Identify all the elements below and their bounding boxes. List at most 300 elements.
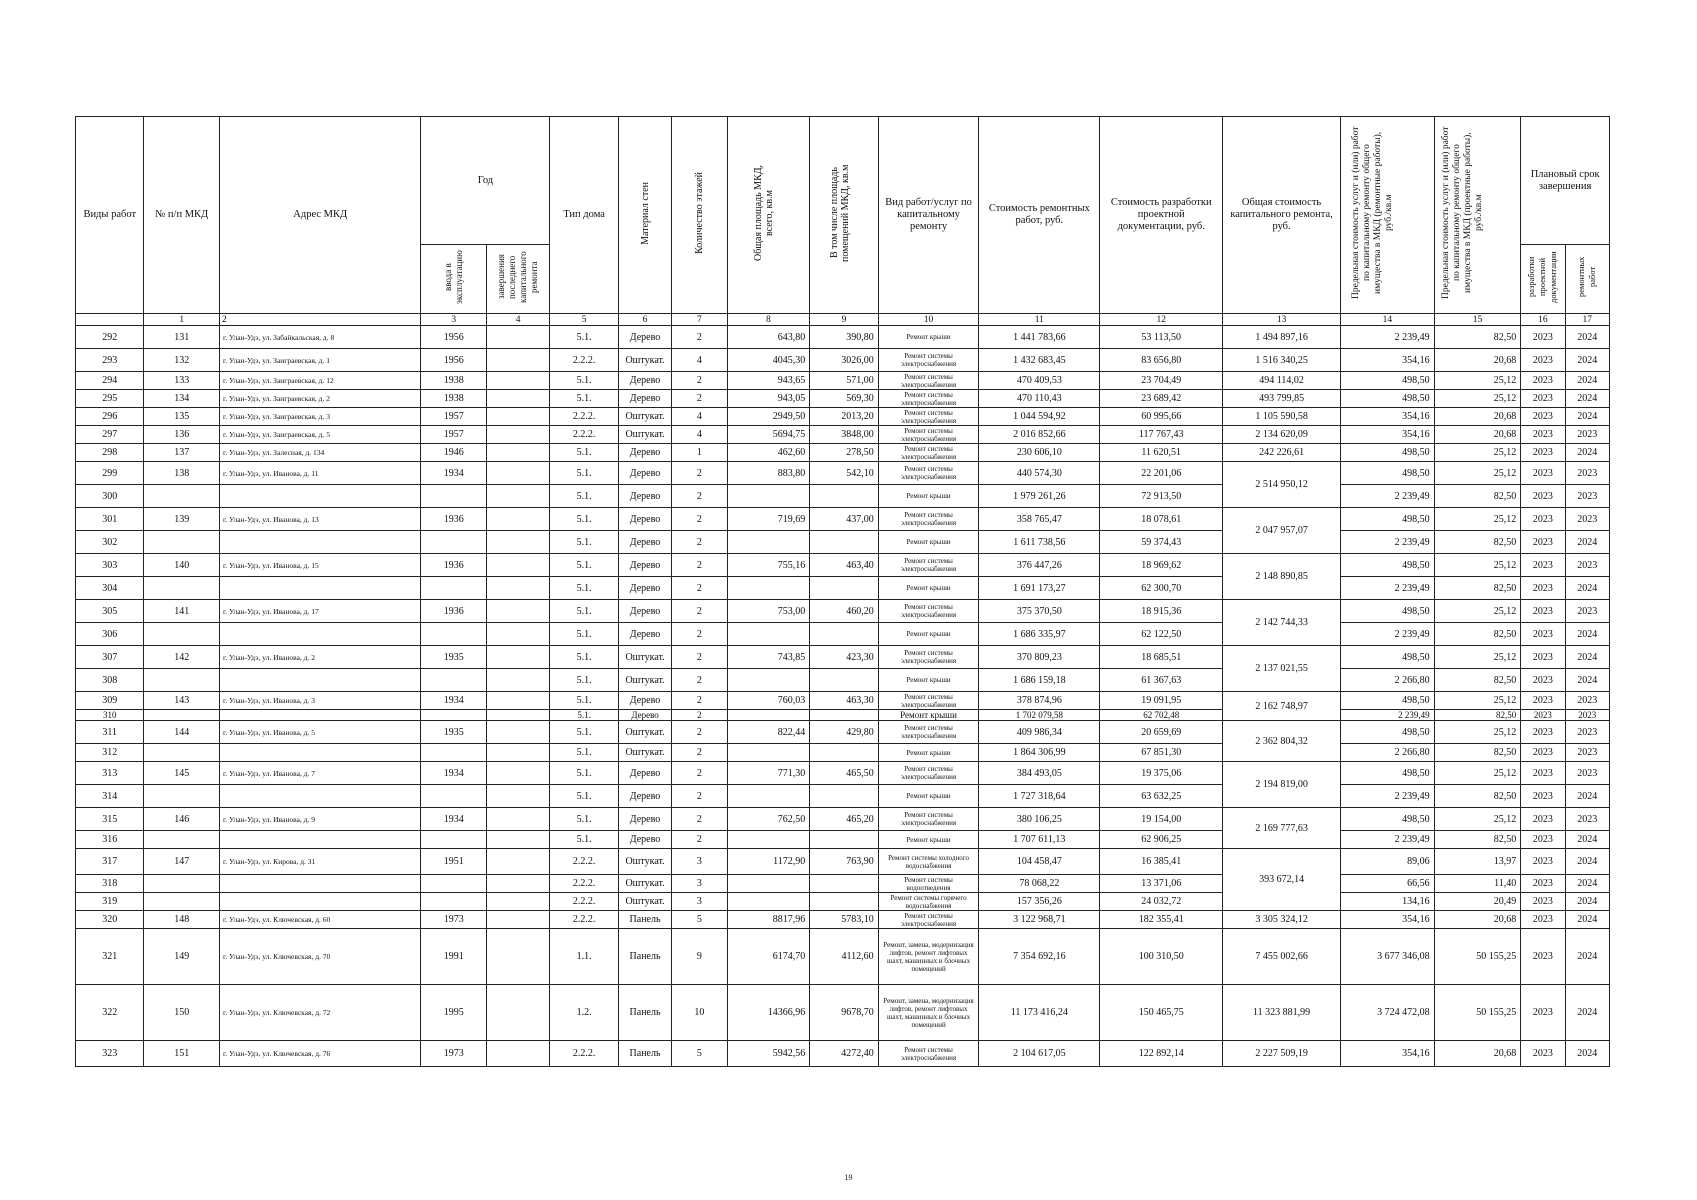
cell-year-commission [421,531,486,554]
cell-address: г. Улан-Удэ, ул. Ключевская, д. 72 [220,985,421,1041]
cell-address: г. Улан-Удэ, ул. Ключевская, д. 70 [220,929,421,985]
cell-premises-area: 463,40 [810,554,878,577]
cell-premises-area: 4112,60 [810,929,878,985]
cell-total-area [727,744,810,762]
table-row [76,1041,1610,1067]
cell-year-commission: 1936 [421,600,486,623]
cell-premises-area: 3848,00 [810,426,878,444]
cell-year-last-repair [486,985,549,1041]
cell-year-last-repair [486,326,549,349]
cell-work-kind: Ремонт системы холодного водоснабжения [878,849,979,875]
cell-house-type: 2.2.2. [550,1041,618,1067]
cell-wall-material: Дерево [618,710,671,721]
cell-total-cost: 2 142 744,33 [1223,600,1341,646]
cell-row-number: 305 [76,600,144,623]
cell-term-design: 2023 [1521,508,1565,531]
cell-repair-cost: 1 044 594,92 [979,408,1100,426]
cell-total-cost: 1 105 590,58 [1223,408,1341,426]
header-total-area: Общая площадь МКД, всего, кв.м [727,117,810,314]
cell-premises-area: 465,20 [810,808,878,831]
table-row [76,623,1610,646]
cell-limit-design: 50 155,25 [1434,929,1521,985]
cell-year-last-repair [486,554,549,577]
cell-mkd-number [144,531,220,554]
cell-term-repair: 2023 [1565,762,1609,785]
cell-house-type: 2.2.2. [550,408,618,426]
cell-row-number: 296 [76,408,144,426]
cell-mkd-number [144,744,220,762]
colnum-17: 17 [1565,314,1609,326]
header-work-types: Виды работ [76,117,144,314]
cell-work-kind: Ремонт, замена, модернизация лифтов, ремонт лифтовых шахт, машинных и блочных помещений [878,929,979,985]
table-row [76,808,1610,831]
cell-row-number: 317 [76,849,144,875]
cell-work-kind: Ремонт системы водоотведения [878,875,979,893]
cell-limit-repair: 498,50 [1340,721,1434,744]
cell-year-last-repair [486,408,549,426]
cell-address: г. Улан-Удэ, ул. Ключевская, д. 60 [220,911,421,929]
cell-limit-repair: 354,16 [1340,911,1434,929]
cell-year-last-repair [486,875,549,893]
table-row [76,785,1610,808]
table-row [76,426,1610,444]
cell-year-last-repair [486,785,549,808]
cell-wall-material: Оштукат. [618,893,671,911]
cell-floors: 2 [672,508,727,531]
header-limit-repair: Предельная стоимость услуг и (или) работ по капитальному ремонту общего имущества в МКД (ремонтные работы), руб./кв.м [1340,117,1434,314]
cell-term-repair: 2024 [1565,985,1609,1041]
table-row [76,893,1610,911]
cell-floors: 9 [672,929,727,985]
cell-total-area: 762,50 [727,808,810,831]
cell-floors: 2 [672,744,727,762]
table-row [76,849,1610,875]
cell-work-kind: Ремонт системы электроснабжения [878,1041,979,1067]
cell-total-area: 760,03 [727,692,810,710]
cell-term-repair: 2024 [1565,893,1609,911]
cell-limit-repair: 498,50 [1340,762,1434,785]
cell-work-kind: Ремонт системы электроснабжения [878,600,979,623]
cell-address [220,531,421,554]
cell-floors: 3 [672,893,727,911]
cell-floors: 2 [672,623,727,646]
cell-floors: 3 [672,849,727,875]
cell-limit-design: 20,68 [1434,408,1521,426]
header-work-kind: Вид работ/услуг по капитальному ремонту [878,117,979,314]
cell-limit-design: 25,12 [1434,462,1521,485]
cell-row-number: 300 [76,485,144,508]
cell-year-last-repair [486,831,549,849]
header-mkd-number: № п/п МКД [144,117,220,314]
cell-mkd-number: 143 [144,692,220,710]
cell-term-design: 2023 [1521,326,1565,349]
cell-design-cost: 18 685,51 [1100,646,1223,669]
cell-work-kind: Ремонт системы электроснабжения [878,444,979,462]
table-row [76,669,1610,692]
cell-premises-area: 542,10 [810,462,878,485]
cell-repair-cost: 3 122 968,71 [979,911,1100,929]
cell-design-cost: 83 656,80 [1100,349,1223,372]
cell-total-cost: 2 148 890,85 [1223,554,1341,600]
cell-premises-area: 423,30 [810,646,878,669]
cell-floors: 2 [672,785,727,808]
cell-premises-area [810,577,878,600]
cell-premises-area: 4272,40 [810,1041,878,1067]
cell-mkd-number: 144 [144,721,220,744]
header-premises-area: В том числе площадь помещений МКД, кв.м [810,117,878,314]
cell-design-cost: 20 659,69 [1100,721,1223,744]
cell-repair-cost: 1 691 173,27 [979,577,1100,600]
cell-design-cost: 16 385,41 [1100,849,1223,875]
cell-limit-design: 25,12 [1434,646,1521,669]
cell-term-repair: 2024 [1565,372,1609,390]
colnum-7: 7 [672,314,727,326]
cell-repair-cost: 440 574,30 [979,462,1100,485]
cell-total-area: 5942,56 [727,1041,810,1067]
table-body [76,326,1610,1067]
cell-house-type: 2.2.2. [550,911,618,929]
cell-address [220,831,421,849]
cell-work-kind: Ремонт системы электроснабжения [878,390,979,408]
cell-premises-area [810,785,878,808]
cell-year-last-repair [486,372,549,390]
cell-house-type: 5.1. [550,554,618,577]
cell-floors: 2 [672,326,727,349]
cell-term-design: 2023 [1521,929,1565,985]
cell-limit-design: 25,12 [1434,554,1521,577]
cell-term-design: 2023 [1521,1041,1565,1067]
cell-year-last-repair [486,744,549,762]
cell-address: г. Улан-Удэ, ул. Кирова, д. 31 [220,849,421,875]
cell-mkd-number: 146 [144,808,220,831]
table-row [76,390,1610,408]
cell-mkd-number: 142 [144,646,220,669]
cell-term-design: 2023 [1521,408,1565,426]
cell-address: г. Улан-Удэ, ул. Забайкальская, д. 8 [220,326,421,349]
cell-address [220,893,421,911]
cell-term-design: 2023 [1521,808,1565,831]
cell-limit-repair: 66,56 [1340,875,1434,893]
cell-term-repair: 2024 [1565,390,1609,408]
cell-wall-material: Оштукат. [618,721,671,744]
cell-house-type: 5.1. [550,444,618,462]
cell-year-last-repair [486,893,549,911]
cell-term-repair: 2024 [1565,1041,1609,1067]
cell-total-area [727,485,810,508]
cell-mkd-number [144,893,220,911]
cell-wall-material: Дерево [618,326,671,349]
cell-work-kind: Ремонт системы электроснабжения [878,911,979,929]
table-row [76,744,1610,762]
cell-year-commission: 1973 [421,911,486,929]
cell-mkd-number [144,485,220,508]
cell-year-last-repair [486,692,549,710]
cell-floors: 4 [672,349,727,372]
cell-premises-area [810,531,878,554]
cell-design-cost: 67 851,30 [1100,744,1223,762]
cell-total-cost: 2 227 509,19 [1223,1041,1341,1067]
cell-year-commission: 1956 [421,349,486,372]
cell-address: г. Улан-Удэ, ул. Иванова, д. 2 [220,646,421,669]
cell-repair-cost: 1 432 683,45 [979,349,1100,372]
header-year: Год [421,117,550,245]
cell-house-type: 2.2.2. [550,849,618,875]
cell-repair-cost: 104 458,47 [979,849,1100,875]
header-address: Адрес МКД [220,117,421,314]
cell-year-commission [421,485,486,508]
cell-floors: 2 [672,669,727,692]
cell-total-area: 743,85 [727,646,810,669]
cell-total-area: 462,60 [727,444,810,462]
cell-term-repair: 2023 [1565,692,1609,710]
cell-house-type: 2.2.2. [550,426,618,444]
cell-term-repair: 2023 [1565,426,1609,444]
table-row [76,372,1610,390]
cell-floors: 2 [672,646,727,669]
cell-wall-material: Дерево [618,372,671,390]
cell-limit-design: 50 155,25 [1434,985,1521,1041]
cell-mkd-number: 136 [144,426,220,444]
cell-year-last-repair [486,669,549,692]
cell-work-kind: Ремонт системы электроснабжения [878,646,979,669]
cell-wall-material: Дерево [618,444,671,462]
cell-term-design: 2023 [1521,426,1565,444]
table-row [76,646,1610,669]
cell-year-last-repair [486,808,549,831]
cell-premises-area [810,669,878,692]
table-row [76,710,1610,721]
cell-mkd-number: 145 [144,762,220,785]
cell-term-design: 2023 [1521,911,1565,929]
cell-premises-area: 278,50 [810,444,878,462]
cell-repair-cost: 1 979 261,26 [979,485,1100,508]
header-planned-term: Плановый срок завершения [1521,117,1610,245]
cell-limit-design: 82,50 [1434,831,1521,849]
cell-wall-material: Панель [618,1041,671,1067]
cell-house-type: 5.1. [550,669,618,692]
cell-total-area [727,831,810,849]
cell-house-type: 5.1. [550,762,618,785]
cell-year-commission [421,744,486,762]
cell-year-last-repair [486,929,549,985]
cell-year-commission: 1934 [421,462,486,485]
cell-limit-design: 25,12 [1434,808,1521,831]
cell-wall-material: Дерево [618,623,671,646]
cell-term-repair: 2024 [1565,911,1609,929]
cell-total-cost: 2 514 950,12 [1223,462,1341,508]
cell-work-kind: Ремонт системы электроснабжения [878,349,979,372]
cell-mkd-number [144,710,220,721]
cell-address: г. Улан-Удэ, ул. Иванова, д. 15 [220,554,421,577]
cell-row-number: 293 [76,349,144,372]
cell-total-cost: 2 362 804,32 [1223,721,1341,762]
cell-work-kind: Ремонт системы электроснабжения [878,808,979,831]
cell-year-last-repair [486,710,549,721]
cell-total-area [727,577,810,600]
cell-address [220,485,421,508]
cell-address [220,744,421,762]
cell-total-cost: 242 226,61 [1223,444,1341,462]
cell-row-number: 303 [76,554,144,577]
cell-limit-design: 20,68 [1434,1041,1521,1067]
cell-row-number: 307 [76,646,144,669]
cell-limit-repair: 3 677 346,08 [1340,929,1434,985]
cell-limit-design: 25,12 [1434,600,1521,623]
table-row [76,600,1610,623]
cell-term-repair: 2023 [1565,744,1609,762]
cell-row-number: 315 [76,808,144,831]
cell-limit-design: 25,12 [1434,692,1521,710]
cell-mkd-number: 131 [144,326,220,349]
cell-repair-cost: 2 104 617,05 [979,1041,1100,1067]
cell-row-number: 322 [76,985,144,1041]
cell-year-last-repair [486,577,549,600]
cell-work-kind: Ремонт крыши [878,577,979,600]
cell-address [220,875,421,893]
cell-mkd-number: 132 [144,349,220,372]
cell-total-cost: 11 323 881,99 [1223,985,1341,1041]
cell-year-commission [421,785,486,808]
cell-floors: 2 [672,721,727,744]
cell-house-type: 5.1. [550,600,618,623]
cell-limit-repair: 2 239,49 [1340,785,1434,808]
cell-design-cost: 18 915,36 [1100,600,1223,623]
cell-premises-area: 465,50 [810,762,878,785]
cell-year-last-repair [486,462,549,485]
cell-limit-design: 82,50 [1434,669,1521,692]
cell-mkd-number: 141 [144,600,220,623]
cell-limit-design: 20,68 [1434,426,1521,444]
header-limit-design: Предельная стоимость услуг и (или) работ по капитальному ремонту общего имущества в МКД (проектные работы), руб./кв.м [1434,117,1521,314]
colnum-12: 12 [1100,314,1223,326]
cell-premises-area: 571,00 [810,372,878,390]
cell-repair-cost: 78 068,22 [979,875,1100,893]
cell-term-design: 2023 [1521,623,1565,646]
header-floors: Количество этажей [672,117,727,314]
cell-repair-cost: 11 173 416,24 [979,985,1100,1041]
cell-wall-material: Дерево [618,831,671,849]
cell-term-repair: 2023 [1565,710,1609,721]
cell-limit-design: 20,49 [1434,893,1521,911]
cell-design-cost: 100 310,50 [1100,929,1223,985]
cell-address [220,669,421,692]
cell-wall-material: Дерево [618,508,671,531]
cell-address: г. Улан-Удэ, ул. Заиграевская, д. 12 [220,372,421,390]
cell-year-last-repair [486,426,549,444]
cell-floors: 2 [672,762,727,785]
cell-address [220,785,421,808]
cell-repair-cost: 384 493,05 [979,762,1100,785]
header-term-design: разработки проектной документации [1521,245,1565,314]
table-row [76,462,1610,485]
cell-mkd-number: 137 [144,444,220,462]
cell-house-type: 5.1. [550,390,618,408]
cell-address: г. Улан-Удэ, ул. Иванова, д. 7 [220,762,421,785]
cell-wall-material: Дерево [618,577,671,600]
cell-repair-cost: 1 727 318,64 [979,785,1100,808]
cell-house-type: 5.1. [550,508,618,531]
cell-house-type: 1.1. [550,929,618,985]
cell-repair-cost: 1 864 306,99 [979,744,1100,762]
cell-term-repair: 2023 [1565,721,1609,744]
cell-house-type: 5.1. [550,326,618,349]
cell-mkd-number [144,623,220,646]
cell-total-area [727,669,810,692]
cell-work-kind: Ремонт крыши [878,623,979,646]
cell-total-area: 883,80 [727,462,810,485]
cell-limit-design: 25,12 [1434,721,1521,744]
cell-limit-repair: 2 239,49 [1340,485,1434,508]
cell-floors: 5 [672,911,727,929]
cell-design-cost: 23 689,42 [1100,390,1223,408]
header-total-cost: Общая стоимость капитального ремонта, руб. [1223,117,1341,314]
cell-term-repair: 2023 [1565,808,1609,831]
cell-term-design: 2023 [1521,762,1565,785]
colnum-6: 6 [618,314,671,326]
cell-wall-material: Оштукат. [618,646,671,669]
cell-mkd-number: 138 [144,462,220,485]
cell-premises-area: 569,30 [810,390,878,408]
cell-year-commission [421,623,486,646]
cell-year-last-repair [486,444,549,462]
table-row [76,485,1610,508]
table-row [76,531,1610,554]
cell-wall-material: Панель [618,911,671,929]
cell-row-number: 323 [76,1041,144,1067]
cell-term-repair: 2023 [1565,485,1609,508]
cell-floors: 2 [672,692,727,710]
cell-year-commission: 1951 [421,849,486,875]
cell-limit-design: 82,50 [1434,785,1521,808]
cell-repair-cost: 370 809,23 [979,646,1100,669]
cell-wall-material: Дерево [618,462,671,485]
cell-total-cost: 2 169 777,63 [1223,808,1341,849]
cell-term-design: 2023 [1521,893,1565,911]
cell-total-cost: 2 137 021,55 [1223,646,1341,692]
cell-limit-repair: 498,50 [1340,390,1434,408]
cell-year-last-repair [486,646,549,669]
cell-limit-design: 82,50 [1434,485,1521,508]
cell-floors: 2 [672,808,727,831]
cell-floors: 2 [672,372,727,390]
cell-house-type: 5.1. [550,646,618,669]
cell-mkd-number: 140 [144,554,220,577]
cell-repair-cost: 409 986,34 [979,721,1100,744]
cell-wall-material: Дерево [618,531,671,554]
cell-total-cost: 1 516 340,25 [1223,349,1341,372]
cell-premises-area [810,485,878,508]
cell-wall-material: Дерево [618,600,671,623]
cell-premises-area: 2013,20 [810,408,878,426]
cell-work-kind: Ремонт системы горячего водоснабжения [878,893,979,911]
cell-term-design: 2023 [1521,372,1565,390]
cell-total-area: 719,69 [727,508,810,531]
capital-repair-table-sheet [75,116,1610,1067]
cell-total-cost: 493 799,85 [1223,390,1341,408]
cell-mkd-number: 150 [144,985,220,1041]
table-row [76,444,1610,462]
cell-design-cost: 122 892,14 [1100,1041,1223,1067]
cell-design-cost: 62 906,25 [1100,831,1223,849]
cell-design-cost: 19 154,00 [1100,808,1223,831]
cell-limit-repair: 2 239,49 [1340,577,1434,600]
cell-floors: 2 [672,554,727,577]
cell-work-kind: Ремонт системы электроснабжения [878,372,979,390]
cell-total-cost: 7 455 002,66 [1223,929,1341,985]
cell-work-kind: Ремонт крыши [878,710,979,721]
cell-limit-design: 13,97 [1434,849,1521,875]
cell-design-cost: 11 620,51 [1100,444,1223,462]
